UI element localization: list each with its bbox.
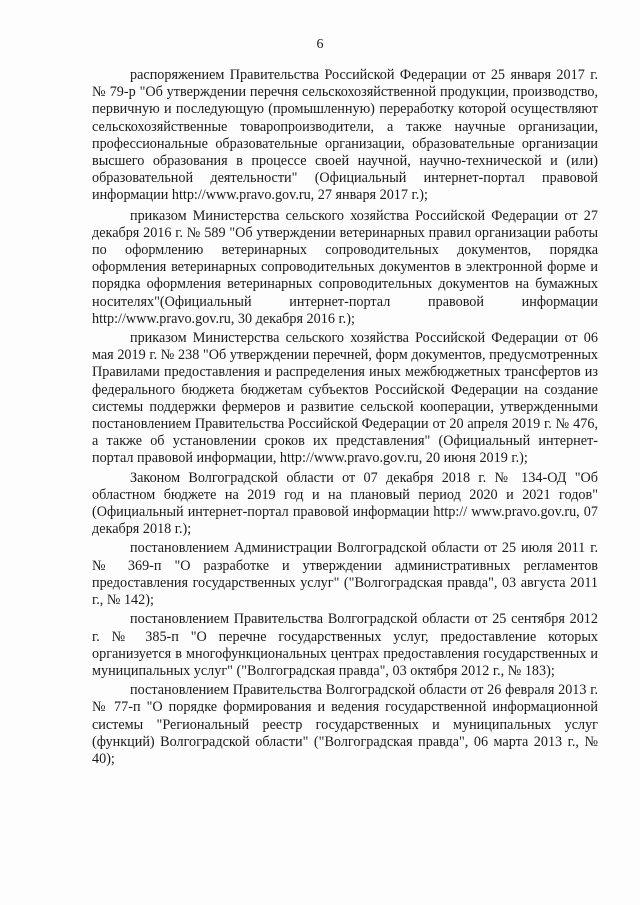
paragraph-ministry-order-238: приказом Министерства сельского хозяйства Российской Федерации от 06 мая 2019 г. № 238 "Об утверждении перечней, форм документов, предусмотренных Правилами предоставления и распределения иных межбюджетных трансфертов из федерального бюджета бюджетам субъектов Российской Федерации на создание системы поддержки фермеров и развитие сельской кооперации, утвержденными постановлением Правительства Российской Федерации от 20 апреля 2019 г. № 476, а также об установлении сроков их представления" (Официальный интернет-портал правовой информации, http://www.pravo.gov.ru, 20 июня 2019 г.); xyxy=(92,330,598,467)
paragraph-administration-decree-369p: постановлением Администрации Волгоградской области от 25 июля 2011 г. № 369-п "О разработке и утверждении административных регламентов предоставления государственных услуг" ("Волгоградская правда", 03 августа 2011 г., № 142); xyxy=(92,540,598,609)
paragraph-law-134-od: Законом Волгоградской области от 07 декабря 2018 г. № 134-ОД "Об областном бюджете на 2019 год и на плановый период 2020 и 2021 годов" (Официальный интернет-портал правовой информации http:// www.pravo.gov.ru, 07 декабря 2018 г.); xyxy=(92,469,598,538)
paragraph-ministry-order-589: приказом Министерства сельского хозяйства Российской Федерации от 27 декабря 2016 г. № 589 "Об утверждении ветеринарных правил организации работы по оформлению ветеринарных сопроводительных документов, порядка оформления ветеринарных сопроводительных документов в электронной форме и порядка оформления ветеринарных сопроводительных документов на бумажных носителях"(Официальный интернет-портал правовой информации http://www.pravo.gov.ru, 30 декабря 2016 г.); xyxy=(92,207,598,327)
paragraph-government-order-79r: распоряжением Правительства Российской Федерации от 25 января 2017 г. № 79-р "Об утверждении перечня сельскохозяйственной продукции, производство, первичную и последующую (промышленную) переработку которой осуществляют сельскохозяйственные товаропроизводители, а также научные организации, профессиональные образовательные организации, образовательные организации высшего образования в процессе своей научной, научно-технической и (или) образовательной деятельности" (Официальный интернет-портал правовой информации http://www.pravo.gov.ru, 27 января 2017 г.); xyxy=(92,67,598,204)
paragraph-government-decree-385p: постановлением Правительства Волгоградской области от 25 сентября 2012 г. № 385-п "О перечне государственных услуг, предоставление которых организуется в многофункциональных центрах предоставления государственных и муниципальных услуг" ("Волгоградская правда", 03 октября 2012 г., № 183); xyxy=(92,611,598,679)
document-body xyxy=(92,67,598,770)
page-number: 6 xyxy=(316,37,324,52)
paragraph-government-decree-77p: постановлением Правительства Волгоградской области от 26 февраля 2013 г. № 77-п "О порядке формирования и ведения государственной информационной системы "Региональный реестр государственных и муниципальных услуг (функций) Волгоградской области" ("Волгоградская правда", 06 марта 2013 г., № 40); xyxy=(92,682,598,767)
